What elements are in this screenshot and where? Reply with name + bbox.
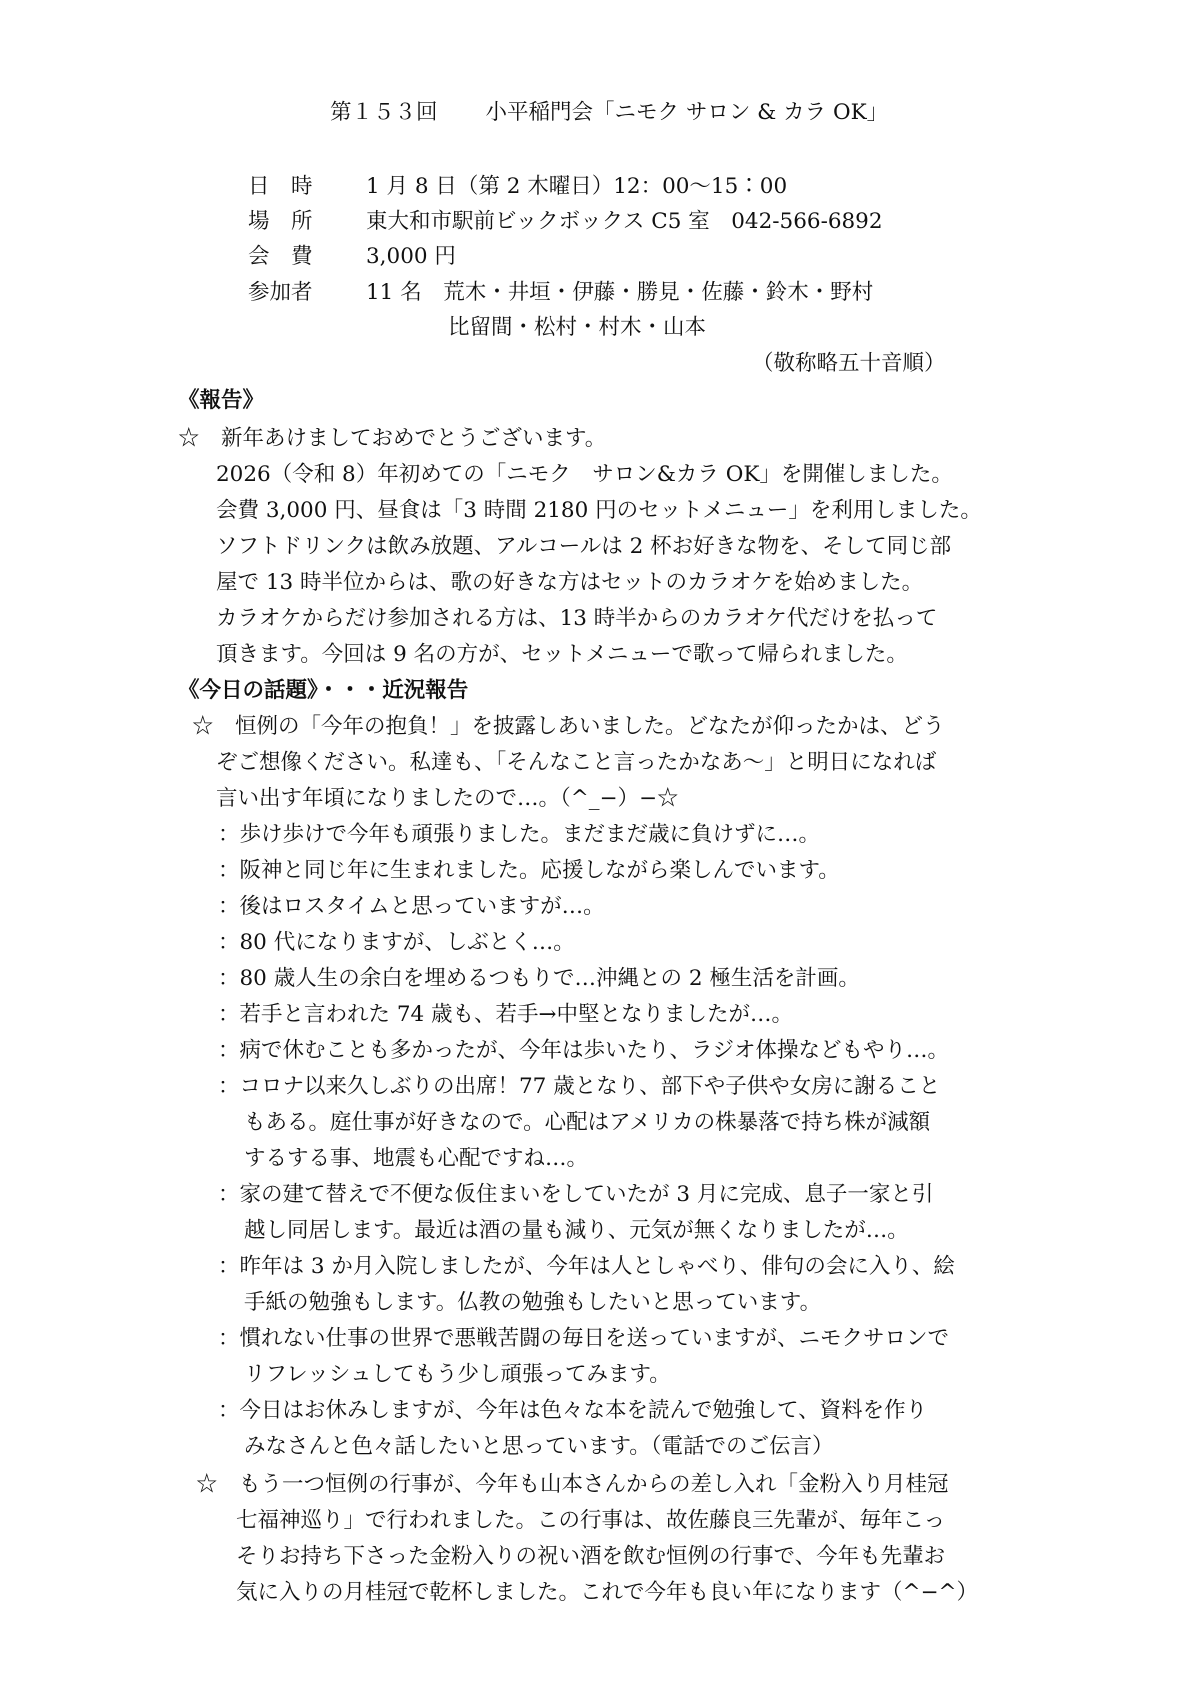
topics-line: ぞご想像ください。私達も、「そんなこと言ったかなあ〜」と明日になれば xyxy=(216,750,937,775)
topics-line: 気に入りの月桂冠で乾杯しました。これで今年も良い年になります（^−^） xyxy=(236,1580,979,1605)
fee-label: 会 費 xyxy=(248,244,313,269)
topics-line: ：80 代になりますが、しぶとく…。 xyxy=(218,930,575,955)
report-line: ☆ 新年あけましておめでとうございます。 xyxy=(178,426,607,451)
attendees-value-continued: 比留間・松村・村木・山本 xyxy=(448,315,707,340)
topics-line: ：病で休むことも多かったが、今年は歩いたり、ラジオ体操などもやり…。 xyxy=(218,1038,950,1063)
topics-line: ：今日はお休みしますが、今年は色々な本を読んで勉強して、資料を作り xyxy=(218,1398,928,1423)
topics-line: 七福神巡り」で行われました。この行事は、故佐藤良三先輩が、毎年こっ xyxy=(236,1508,946,1533)
report-line: 頂きます。今回は 9 名の方が、セットメニューで歌って帰られました。 xyxy=(216,642,908,667)
topics-line: ：慣れない仕事の世界で悪戦苦闘の毎日を送っていますが、ニモクサロンで xyxy=(218,1326,950,1351)
meeting-name: 小平稲門会「ニモク サロン & カラ OK」 xyxy=(485,100,889,125)
topics-heading: 《今日の話題》・・・近況報告 xyxy=(178,678,469,703)
topics-line: するする事、地震も心配ですね…。 xyxy=(244,1146,589,1171)
report-line: 2026（令和 8）年初めての「ニモク サロン&カラ OK」を開催しました。 xyxy=(216,462,953,487)
report-line: 会費 3,000 円、昼食は「3 時間 2180 円のセットメニュー」を利用しました。 xyxy=(216,498,982,523)
fee-value: 3,000 円 xyxy=(366,244,456,269)
topics-line: ：コロナ以来久しぶりの出席！77 歳となり、部下や子供や女房に謝ること xyxy=(218,1074,941,1099)
date-label: 日 時 xyxy=(248,174,313,199)
attendees-note: （敬称略五十音順） xyxy=(752,351,946,376)
topics-line: 言い出す年頃になりましたので…。（^_−）−☆ xyxy=(216,786,679,811)
report-line: ソフトドリンクは飲み放題、アルコールは 2 杯お好きな物を、そして同じ部 xyxy=(216,534,952,559)
topics-line: リフレッシュしてもう少し頑張ってみます。 xyxy=(244,1362,671,1387)
topics-line: ：家の建て替えで不便な仮住まいをしていたが 3 月に完成、息子一家と引 xyxy=(218,1182,934,1207)
attendees-label: 参加者 xyxy=(248,280,313,305)
report-line: カラオケからだけ参加される方は、13 時半からのカラオケ代だけを払って xyxy=(216,606,938,631)
topics-line: 手紙の勉強もします。仏教の勉強もしたいと思っています。 xyxy=(244,1290,822,1315)
attendees-value: 11 名 荒木・井垣・伊藤・勝見・佐藤・鈴木・野村 xyxy=(366,280,874,305)
report-heading: 《報告》 xyxy=(178,388,265,413)
topics-line: ：歩け歩けで今年も頑張りました。まだまだ歳に負けずに…。 xyxy=(218,822,821,847)
topics-line: 越し同居します。最近は酒の量も減り、元気が無くなりましたが…。 xyxy=(244,1218,909,1243)
topics-line: そりお持ち下さった金粉入りの祝い酒を飲む恒例の行事で、今年も先輩お xyxy=(236,1544,946,1569)
meeting-number: 第１５３回 xyxy=(330,100,438,125)
place-label: 場 所 xyxy=(248,209,313,234)
topics-line: ☆ もう一つ恒例の行事が、今年も山本さんからの差し入れ「金粉入り月桂冠 xyxy=(196,1472,949,1497)
date-value: 1 月 8 日（第 2 木曜日）12：00〜15∶00 xyxy=(366,174,788,199)
topics-line: ：後はロスタイムと思っていますが…。 xyxy=(218,894,605,919)
topics-line: ：80 歳人生の余白を埋めるつもりで…沖縄との 2 極生活を計画。 xyxy=(218,966,860,991)
place-value: 東大和市駅前ビックボックス C5 室 042-566-6892 xyxy=(366,209,883,234)
topics-line: もある。庭仕事が好きなので。心配はアメリカの株暴落で持ち株が減額 xyxy=(244,1110,931,1135)
topics-line: ☆ 恒例の「今年の抱負！」を披露しあいました。どなたが仰ったかは、どう xyxy=(192,714,945,739)
page-title xyxy=(330,102,888,124)
topics-line: みなさんと色々話したいと思っています。（電話でのご伝言） xyxy=(244,1434,834,1459)
topics-line: ：昨年は 3 か月入院しましたが、今年は人としゃべり、俳句の会に入り、絵 xyxy=(218,1254,955,1279)
topics-line: ：阪神と同じ年に生まれました。応援しながら楽しんでいます。 xyxy=(218,858,840,883)
report-line: 屋で 13 時半位からは、歌の好きな方はセットのカラオケを始めました。 xyxy=(216,570,924,595)
topics-line: ：若手と言われた 74 歳も、若手→中堅となりましたが…。 xyxy=(218,1002,794,1027)
